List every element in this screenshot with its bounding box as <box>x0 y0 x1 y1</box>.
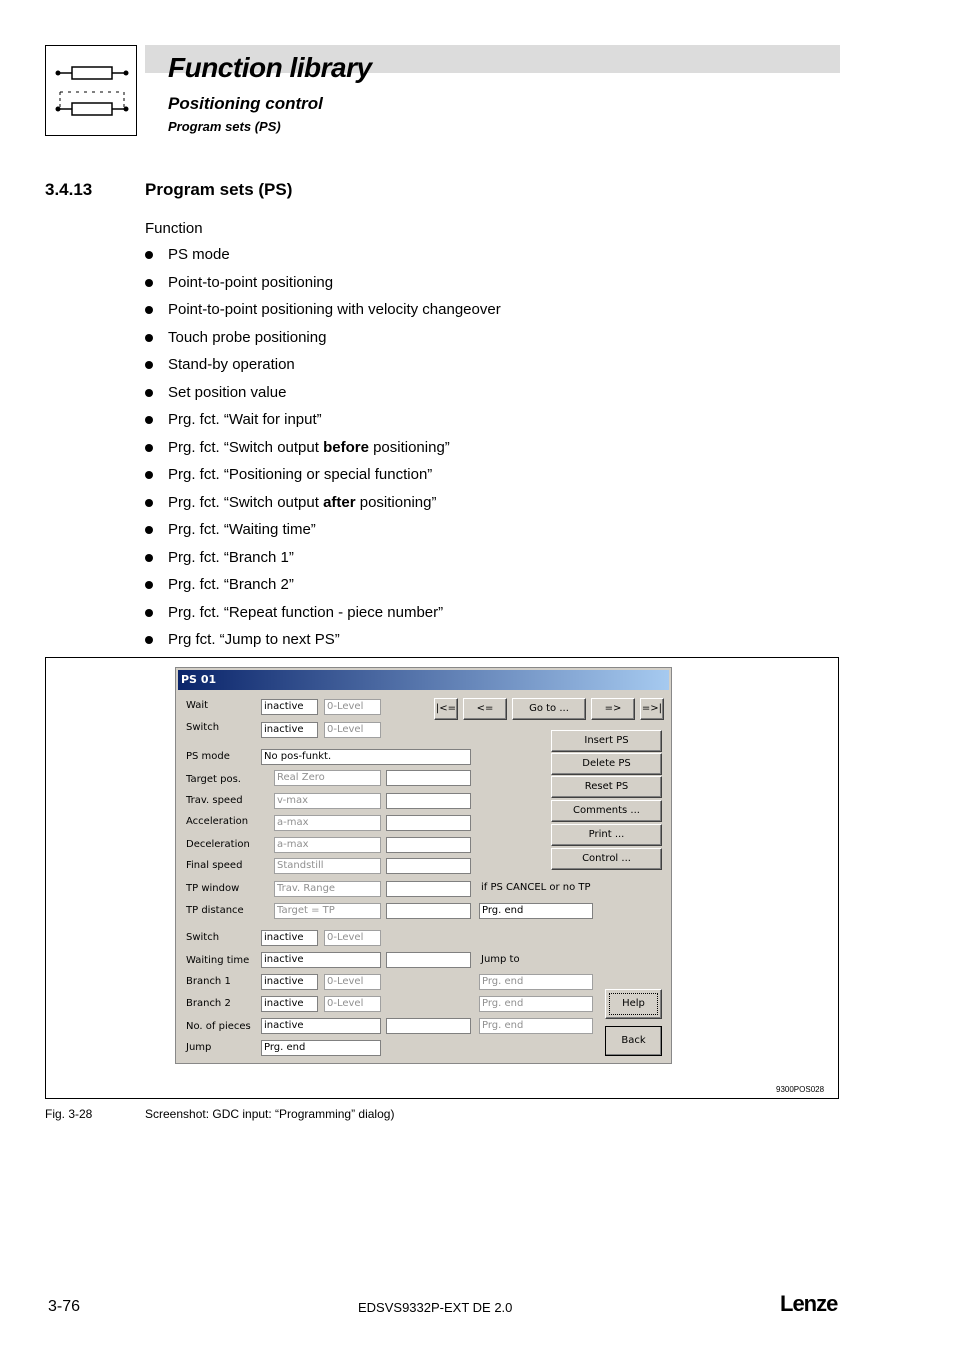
ps-dialog <box>175 667 672 1064</box>
switch-label: Switch <box>186 722 220 733</box>
tp-distance-field[interactable]: Target = TP <box>274 903 381 919</box>
bullet-text: Touch probe positioning <box>168 328 327 346</box>
waiting-time-label: Waiting time <box>186 955 250 966</box>
jump-field[interactable]: Prg. end <box>261 1040 381 1056</box>
function-list-item <box>145 382 845 410</box>
no-pieces-jump-field[interactable]: Prg. end <box>479 1018 593 1034</box>
page-subsubtitle: Program sets (PS) <box>168 119 281 134</box>
wait-level-field[interactable]: 0-Level <box>324 699 381 715</box>
function-list-item <box>145 354 845 382</box>
function-list-item <box>145 602 845 630</box>
bullet-icon <box>145 499 153 507</box>
branch1-state-field[interactable]: inactive <box>261 974 318 990</box>
bullet-emphasis: before <box>323 438 369 456</box>
switch2-level-field[interactable]: 0-Level <box>324 930 381 946</box>
branch2-level-field[interactable]: 0-Level <box>324 996 381 1012</box>
ps-mode-field[interactable]: No pos-funkt. <box>261 749 471 765</box>
wait-state-field[interactable]: inactive <box>261 699 318 715</box>
function-list-item <box>145 272 845 300</box>
help-button[interactable]: Help <box>605 989 662 1019</box>
bullet-text: PS mode <box>168 246 230 263</box>
target-pos-field[interactable]: Real Zero <box>274 770 381 786</box>
switch-level-field[interactable]: 0-Level <box>324 722 381 738</box>
tp-window-field[interactable]: Trav. Range <box>274 881 381 897</box>
jump-to-label: Jump to <box>481 954 520 965</box>
final-speed-value-field[interactable] <box>386 858 471 874</box>
bullet-icon <box>145 416 153 424</box>
bullet-text: Prg. fct. “Branch 2” <box>168 576 294 593</box>
tp-jump-field[interactable]: Prg. end <box>479 903 593 919</box>
branch2-label: Branch 2 <box>186 998 231 1009</box>
bullet-icon <box>145 581 153 589</box>
bullet-icon <box>145 526 153 534</box>
bullet-text: Point-to-point positioning <box>168 273 334 291</box>
deceleration-label: Deceleration <box>186 839 250 850</box>
tp-window-value-field[interactable] <box>386 881 471 897</box>
jump-label: Jump <box>186 1042 212 1053</box>
figure-label: Fig. 3-28 <box>45 1107 93 1121</box>
tp-distance-label: TP distance <box>186 905 244 916</box>
branch2-jump-field[interactable]: Prg. end <box>479 996 593 1012</box>
document-id: EDSVS9332P-EXT DE 2.0 <box>358 1300 513 1315</box>
tp-distance-value-field[interactable] <box>386 903 471 919</box>
no-pieces-value-field[interactable] <box>386 1018 471 1034</box>
switch2-state-field[interactable]: inactive <box>261 930 318 946</box>
delete-ps-button[interactable]: Delete PS <box>551 753 662 775</box>
trav-speed-label: Trav. speed <box>186 795 243 806</box>
function-list-item <box>145 409 845 437</box>
last-ps-button[interactable]: =>| <box>640 698 664 720</box>
first-ps-button[interactable]: |<= <box>434 698 458 720</box>
reset-ps-button[interactable]: Reset PS <box>551 776 662 798</box>
function-list <box>145 244 845 657</box>
bullet-text-tail: positioning” <box>355 493 437 511</box>
bullet-icon <box>145 361 153 369</box>
bullet-icon <box>145 334 153 342</box>
bullet-text: Point-to-point positioning with velocity changeover <box>168 301 501 318</box>
bullet-text: Set position value <box>168 383 287 401</box>
comments-button[interactable]: Comments ... <box>551 800 662 822</box>
function-list-item <box>145 437 845 465</box>
branch1-label: Branch 1 <box>186 976 231 987</box>
branch1-level-field[interactable]: 0-Level <box>324 974 381 990</box>
bullet-icon <box>145 554 153 562</box>
target-pos-label: Target pos. <box>186 774 241 785</box>
bullet-icon <box>145 251 153 259</box>
function-list-item <box>145 519 845 547</box>
figure-code: 9300POS028 <box>776 1085 825 1094</box>
switch2-label: Switch <box>186 932 220 943</box>
bullet-text: Prg fct. “Jump to next PS” <box>168 631 340 648</box>
function-label: Function <box>145 220 203 237</box>
bullet-emphasis: after <box>323 493 356 511</box>
branch2-state-field[interactable]: inactive <box>261 996 318 1012</box>
function-list-item <box>145 464 845 492</box>
bullet-text: Prg. fct. “Waiting time” <box>168 521 316 538</box>
page-title: Function library <box>168 52 372 83</box>
bullet-text-tail: positioning” <box>368 438 450 456</box>
chapter-logo <box>45 45 137 136</box>
function-list-item <box>145 299 845 327</box>
bullet-icon <box>145 471 153 479</box>
bullet-icon <box>145 636 153 644</box>
wait-label: Wait <box>186 700 209 711</box>
bullet-icon <box>145 306 153 314</box>
deceleration-field[interactable]: a-max <box>274 837 381 853</box>
function-list-item <box>145 574 845 602</box>
back-button[interactable]: Back <box>605 1026 662 1056</box>
goto-button[interactable]: Go to ... <box>512 698 586 720</box>
print-button[interactable]: Print ... <box>551 824 662 846</box>
acceleration-label: Acceleration <box>186 816 249 827</box>
bullet-icon <box>145 609 153 617</box>
dialog-title: PS 01 <box>178 670 669 690</box>
section-number: 3.4.13 <box>45 180 93 199</box>
page-number: 3-76 <box>48 1298 81 1315</box>
page-subtitle: Positioning control <box>168 94 323 113</box>
deceleration-value-field[interactable] <box>386 837 471 853</box>
brand-logo: Lenze <box>780 1291 838 1316</box>
branch1-jump-field[interactable]: Prg. end <box>479 974 593 990</box>
tp-window-label: TP window <box>186 883 240 894</box>
bullet-icon <box>145 389 153 397</box>
trav-speed-value-field[interactable] <box>386 793 471 809</box>
final-speed-field[interactable]: Standstill <box>274 858 381 874</box>
function-list-item <box>145 629 845 657</box>
bullet-text: Prg. fct. “Wait for input” <box>168 411 322 428</box>
switch-state-field[interactable]: inactive <box>261 722 318 738</box>
bullet-text: Prg. fct. “Switch output <box>168 493 324 511</box>
bullet-icon <box>145 444 153 452</box>
bullet-text: Prg. fct. “Switch output <box>168 438 324 456</box>
bullet-text: Stand-by operation <box>168 356 295 373</box>
function-list-item <box>145 327 845 355</box>
acceleration-value-field[interactable] <box>386 815 471 831</box>
if-ps-cancel-label: if PS CANCEL or no TP <box>481 882 591 893</box>
waiting-time-field[interactable]: inactive <box>261 952 381 968</box>
bullet-icon <box>145 279 153 287</box>
next-ps-button[interactable]: => <box>591 698 635 720</box>
function-list-item <box>145 244 845 272</box>
control-button[interactable]: Control ... <box>551 848 662 870</box>
ps-mode-label: PS mode <box>186 751 230 762</box>
waiting-time-value-field[interactable] <box>386 952 471 968</box>
no-pieces-field[interactable]: inactive <box>261 1018 381 1034</box>
figure-caption: Screenshot: GDC input: “Programming” dialog) <box>145 1107 395 1121</box>
bullet-text: Prg. fct. “Repeat function - piece number” <box>168 603 444 621</box>
function-list-item <box>145 547 845 575</box>
function-list-item <box>145 492 845 520</box>
resistor-diagram-icon <box>46 46 138 137</box>
insert-ps-button[interactable]: Insert PS <box>551 730 662 752</box>
prev-ps-button[interactable]: <= <box>463 698 507 720</box>
acceleration-field[interactable]: a-max <box>274 815 381 831</box>
no-pieces-label: No. of pieces <box>186 1021 251 1032</box>
final-speed-label: Final speed <box>186 860 243 871</box>
section-title: Program sets (PS) <box>145 180 293 199</box>
bullet-text: Prg. fct. “Positioning or special function” <box>168 466 433 483</box>
trav-speed-field[interactable]: v-max <box>274 793 381 809</box>
bullet-text: Prg. fct. “Branch 1” <box>168 548 294 566</box>
target-pos-value-field[interactable] <box>386 770 471 786</box>
